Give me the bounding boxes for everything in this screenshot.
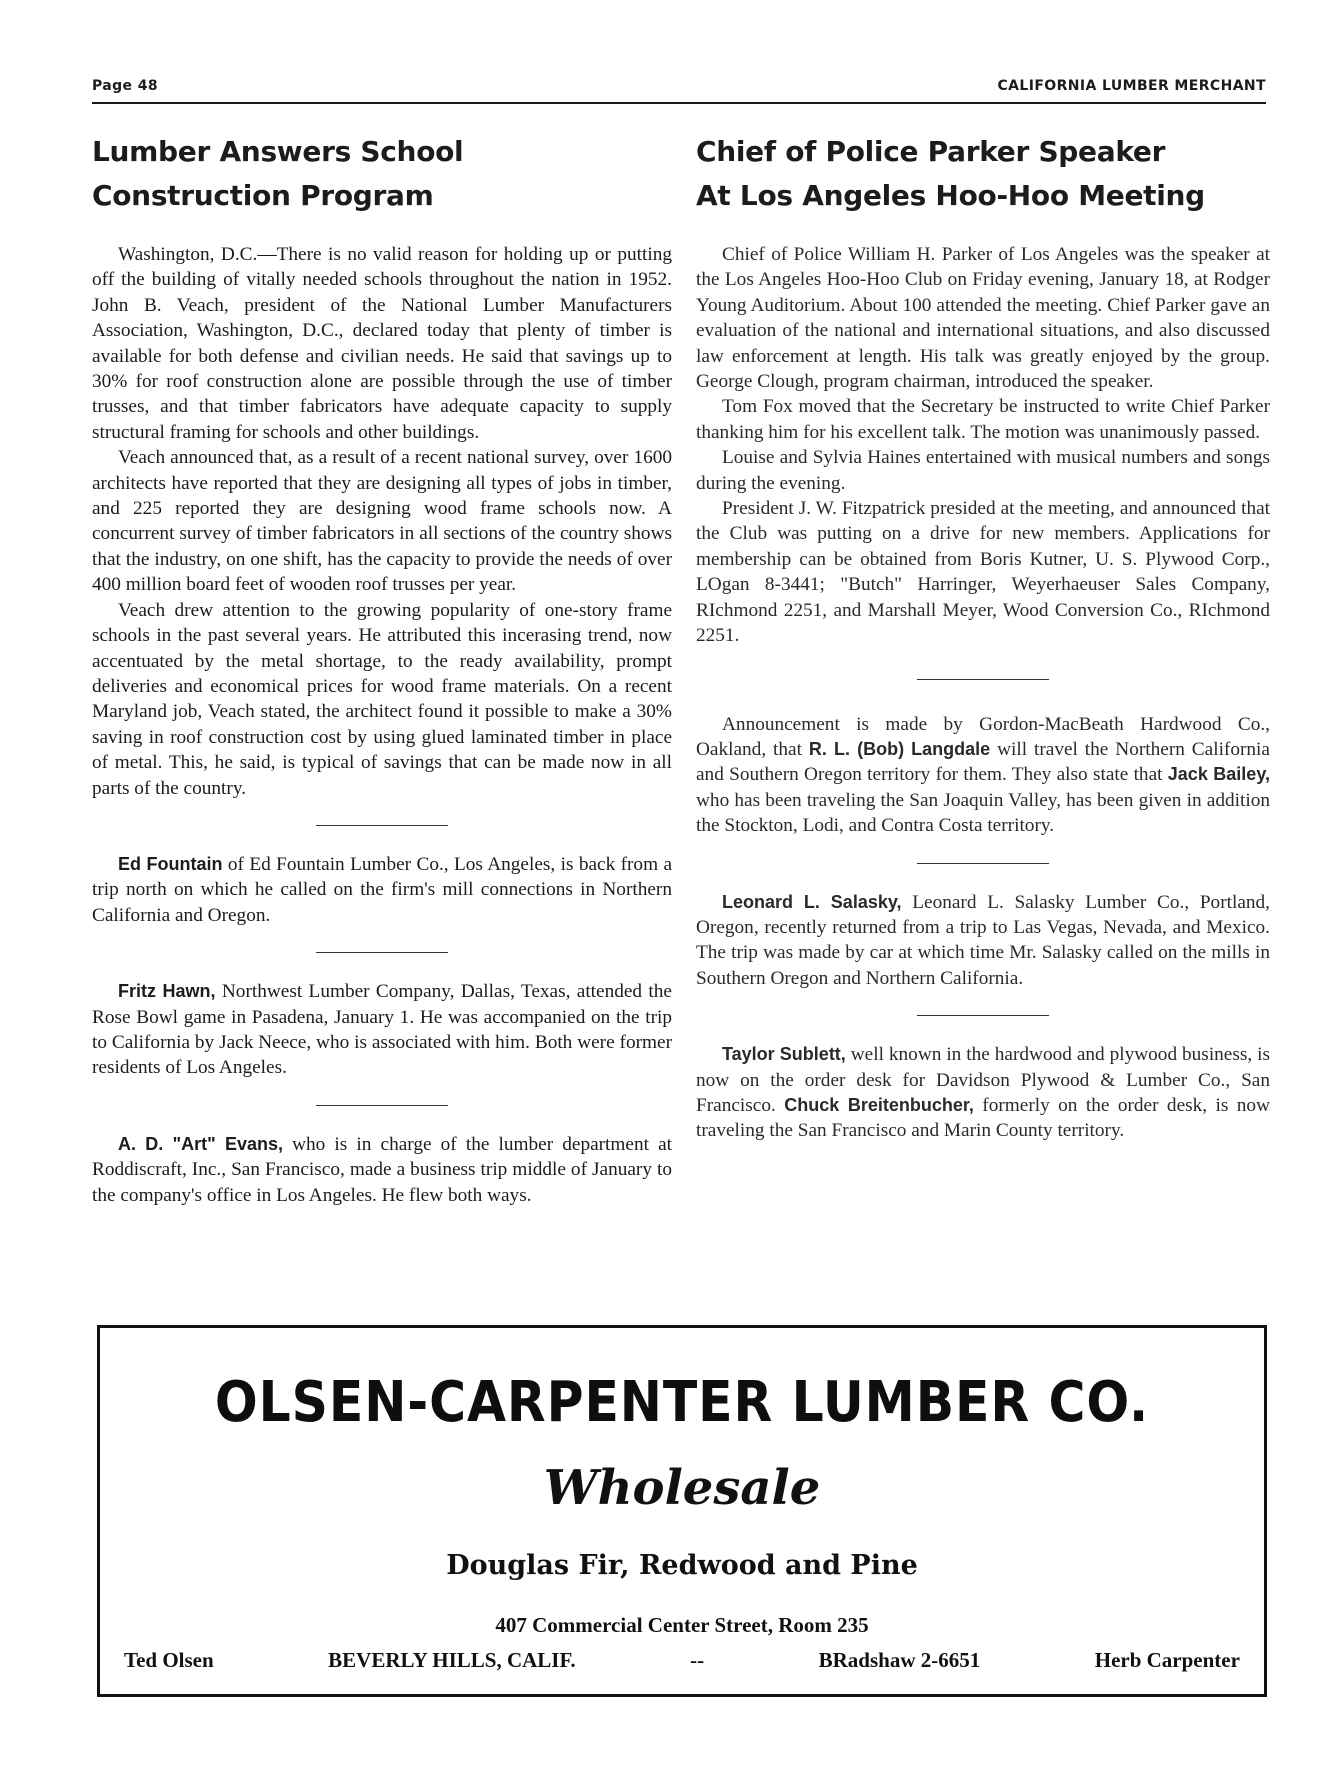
section-divider <box>917 679 1049 680</box>
ad-city: BEVERLY HILLS, CALIF. <box>328 1648 576 1672</box>
news-item-fountain: Ed Fountain of Ed Fountain Lumber Co., Los Angeles, is back from a trip north on which he called on the firm's mill connections in Northern California and Oregon. <box>92 853 672 926</box>
section-divider <box>316 825 448 826</box>
page-number: Page 48 <box>92 78 159 94</box>
ad-phone: BRadshaw 2-6651 <box>818 1648 981 1672</box>
publication-title: CALIFORNIA LUMBER MERCHANT <box>997 78 1266 94</box>
header-rule <box>92 102 1266 104</box>
ad-tagline: Wholesale <box>543 1460 821 1516</box>
paragraph: President J. W. Fitzpatrick presided at the meeting, and announced that the Club was putting on a drive for new members. Applications for membership can be obtained from Boris Kutner, U. S. Plywood Corp., LOgan 8-3441; "Butch" Harringer, Weyerhaeuser Sales Company, RIchmond 2251, and Marshall Meyer, Wood Conversion Co., RIchmond 2251. <box>696 498 1270 647</box>
paragraph: Tom Fox moved that the Secretary be instructed to write Chief Parker thanking him for his excellent talk. The motion was unanimously passed. <box>696 396 1270 443</box>
ad-products: Douglas Fir, Redwood and Pine <box>446 1550 918 1581</box>
person-name: Leonard L. Salasky, <box>722 891 902 912</box>
news-item-langdale: Announcement is made by Gordon-MacBeath Hardwood Co., Oakland, that R. L. (Bob) Langdale will travel the Northern California and Southern Oregon territory for them. They also state that Jack Bailey, who has been traveling the San Joaquin Valley, has been given in addition the Stockton, Lodi, and Contra Costa territory. <box>696 713 1270 837</box>
person-name: R. L. (Bob) Langdale <box>808 738 991 759</box>
paragraph: Veach drew attention to the growing popularity of one-story frame schools in the past several years. He attributed this incerasing trend, now accentuated by the metal shortage, to the ready availability, prompt deliveries and economical prices for wood frame materials. On a recent Maryland job, Veach stated, the architect found it possible to make a 30% saving in roof construction cost by using glued laminated timber in place of metal. This, he said, is typical of savings that can be made now in all parts of the country. <box>92 599 672 799</box>
person-name: Ed Fountain <box>118 853 223 874</box>
section-divider <box>917 863 1049 864</box>
ad-separator: -- <box>690 1648 705 1672</box>
running-head <box>92 78 1266 94</box>
news-item-evans: A. D. "Art" Evans, who is in charge of the lumber department at Roddiscraft, Inc., San Francisco, made a business trip middle of January to the company's office in Los Angeles. He flew both ways. <box>92 1133 672 1206</box>
ad-contact-left: Ted Olsen <box>124 1648 214 1672</box>
ad-contact-line <box>124 1648 1240 1673</box>
person-name: Chuck Breitenbucher, <box>784 1094 974 1115</box>
paragraph: Washington, D.C.—There is no valid reason for holding up or putting off the building of vitally needed schools throughout the nation in 1952. John B. Veach, president of the National Lumber Manufacturers Association, Washington, D.C., declared today that plenty of timber is available for both defense and civilian needs. He said that savings up to 30% for roof construction alone are possible through the use of timber trusses, and that timber fabricators have adequate capacity to supply structural framing for schools and other buildings. <box>92 244 672 443</box>
article-headline-hoo-hoo-meeting: Chief of Police Parker Speaker At Los Angeles Hoo-Hoo Meeting <box>696 135 1205 212</box>
article-body-school-construction <box>92 242 672 801</box>
ad-contact-right: Herb Carpenter <box>1094 1648 1240 1672</box>
person-name: Fritz Hawn, <box>118 981 216 1002</box>
advertisement-box <box>97 1325 1267 1697</box>
right-column <box>696 130 1270 1144</box>
paragraph: Chief of Police William H. Parker of Los Angeles was the speaker at the Los Angeles Hoo-Hoo Club on Friday evening, January 18, at Rodger Young Auditorium. About 100 attended the meeting. Chief Parker gave an evaluation of the national and international situations, and also discussed law enforcement at length. His talk was greatly enjoyed by the group. George Clough, program chairman, introduced the speaker. <box>696 244 1270 393</box>
person-name: A. D. "Art" Evans, <box>118 1133 283 1154</box>
section-divider <box>316 1105 448 1106</box>
person-name: Taylor Sublett, <box>722 1044 846 1065</box>
article-headline-school-construction: Lumber Answers School Construction Program <box>92 135 464 212</box>
section-divider <box>316 952 448 953</box>
paragraph: Veach announced that, as a result of a recent national survey, over 1600 architects have reported that they are designing all types of jobs in timber, and 225 reported they are designing wood frame schools now. A concurrent survey of timber fabricators in all sections of the country shows that the industry, on one shift, has the capacity to provide the needs of over 400 million board feet of wooden roof trusses per year. <box>92 447 672 596</box>
section-divider <box>917 1015 1049 1016</box>
news-item-sublett: Taylor Sublett, well known in the hardwood and plywood business, is now on the order desk for Davidson Plywood & Lumber Co., San Francisco. Chuck Breitenbucher, formerly on the order desk, is now traveling the San Francisco and Marin County territory. <box>696 1044 1270 1142</box>
ad-address: 407 Commercial Center Street, Room 235 <box>495 1613 869 1637</box>
news-item-salasky: Leonard L. Salasky, Leonard L. Salasky Lumber Co., Portland, Oregon, recently returned from a trip to Las Vegas, Nevada, and Mexico. The trip was made by car at which time Mr. Salasky called on the mills in Southern Oregon and Northern California. <box>696 891 1270 989</box>
person-name: Jack Bailey, <box>1167 764 1270 785</box>
left-column <box>92 130 672 1208</box>
ad-company-name: OLSEN-CARPENTER LUMBER CO. <box>214 1370 1150 1435</box>
article-body-hoo-hoo-meeting <box>696 242 1270 649</box>
paragraph: Louise and Sylvia Haines entertained with musical numbers and songs during the evening. <box>696 447 1270 494</box>
news-item-hawn: Fritz Hawn, Northwest Lumber Company, Dallas, Texas, attended the Rose Bowl game in Pasadena, January 1. He was accompanied on the trip to California by Jack Neece, who is associated with him. Both were former residents of Los Angeles. <box>92 981 672 1079</box>
